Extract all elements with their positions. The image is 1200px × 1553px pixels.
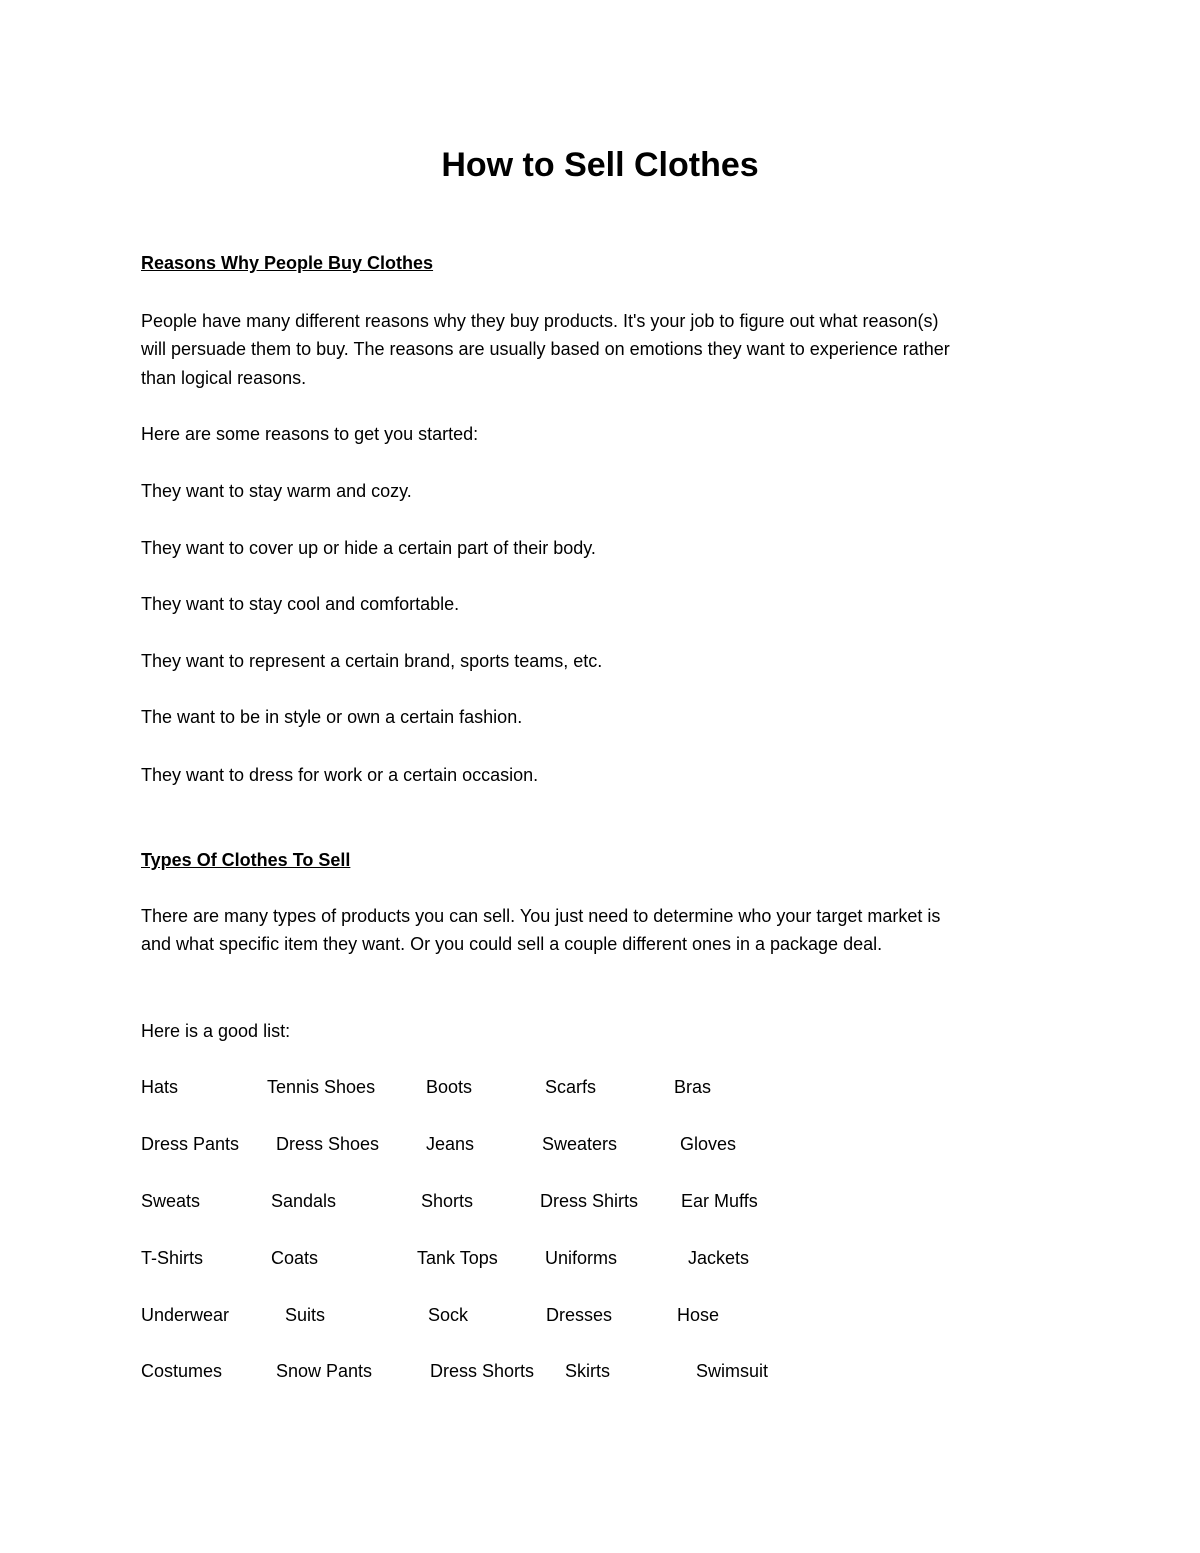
clothing-item: Dress Shorts [430, 1361, 535, 1381]
clothing-item: Dress Pants [141, 1134, 240, 1154]
clothing-item: Swimsuit [696, 1361, 769, 1381]
clothing-item: Hose [677, 1305, 720, 1325]
clothing-item: Sock [428, 1305, 469, 1325]
clothing-list-row [0, 1244, 1200, 1272]
clothing-item: Dress Shirts [540, 1191, 639, 1211]
clothing-item: Shorts [421, 1191, 474, 1211]
clothing-item: Uniforms [545, 1248, 618, 1268]
clothing-item: Coats [271, 1248, 319, 1268]
reason-item: They want to dress for work or a certain occasion. [141, 765, 539, 785]
clothing-list-row [0, 1130, 1200, 1158]
reason-item: They want to cover up or hide a certain part of their body. [141, 538, 596, 558]
clothing-item: Ear Muffs [681, 1191, 758, 1211]
clothing-item: Dress Shoes [276, 1134, 380, 1154]
clothing-item: Jeans [426, 1134, 475, 1154]
clothing-item: Suits [285, 1305, 326, 1325]
reasons-intro-paragraph: People have many different reasons why they buy products. It's your job to figure out what reason(s) will persuade them to buy. The reasons are usually based on emotions they want to experience rather than logical reasons. [141, 311, 950, 388]
clothing-item: Gloves [680, 1134, 737, 1154]
reason-item: The want to be in style or own a certain fashion. [141, 707, 523, 727]
document-title: How to Sell Clothes [441, 146, 759, 184]
reason-item: They want to stay warm and cozy. [141, 481, 412, 501]
clothing-list-row [0, 1357, 1200, 1385]
clothing-item: Snow Pants [276, 1361, 373, 1381]
clothing-item: Bras [674, 1077, 712, 1097]
clothing-item: Skirts [565, 1361, 610, 1381]
clothing-item: Sweaters [542, 1134, 618, 1154]
clothing-item: Boots [426, 1077, 473, 1097]
clothing-item: Dresses [546, 1305, 613, 1325]
clothing-item: Costumes [141, 1361, 223, 1381]
types-intro-paragraph: There are many types of products you can sell. You just need to determine who your target market is and what specific item they want. Or you could sell a couple different ones in a package deal. [141, 906, 941, 955]
reason-item: They want to stay cool and comfortable. [141, 594, 460, 614]
clothing-list-row [0, 1301, 1200, 1329]
clothing-item: Scarfs [545, 1077, 597, 1097]
clothing-item: Hats [141, 1077, 179, 1097]
section-heading-reasons: Reasons Why People Buy Clothes [141, 253, 434, 273]
clothing-item: Sweats [141, 1191, 201, 1211]
clothing-list-row [0, 1073, 1200, 1101]
clothing-list-row [0, 1187, 1200, 1215]
reasons-lead-text: Here are some reasons to get you started: [141, 424, 479, 444]
clothing-item: Underwear [141, 1305, 230, 1325]
reason-item: They want to represent a certain brand, sports teams, etc. [141, 651, 603, 671]
section-heading-types: Types Of Clothes To Sell [141, 850, 351, 870]
clothing-item: Sandals [271, 1191, 337, 1211]
clothing-item: T-Shirts [141, 1248, 204, 1268]
clothing-item: Tank Tops [417, 1248, 498, 1268]
types-lead-text: Here is a good list: [141, 1021, 291, 1041]
clothing-item: Jackets [688, 1248, 750, 1268]
clothing-item: Tennis Shoes [267, 1077, 376, 1097]
